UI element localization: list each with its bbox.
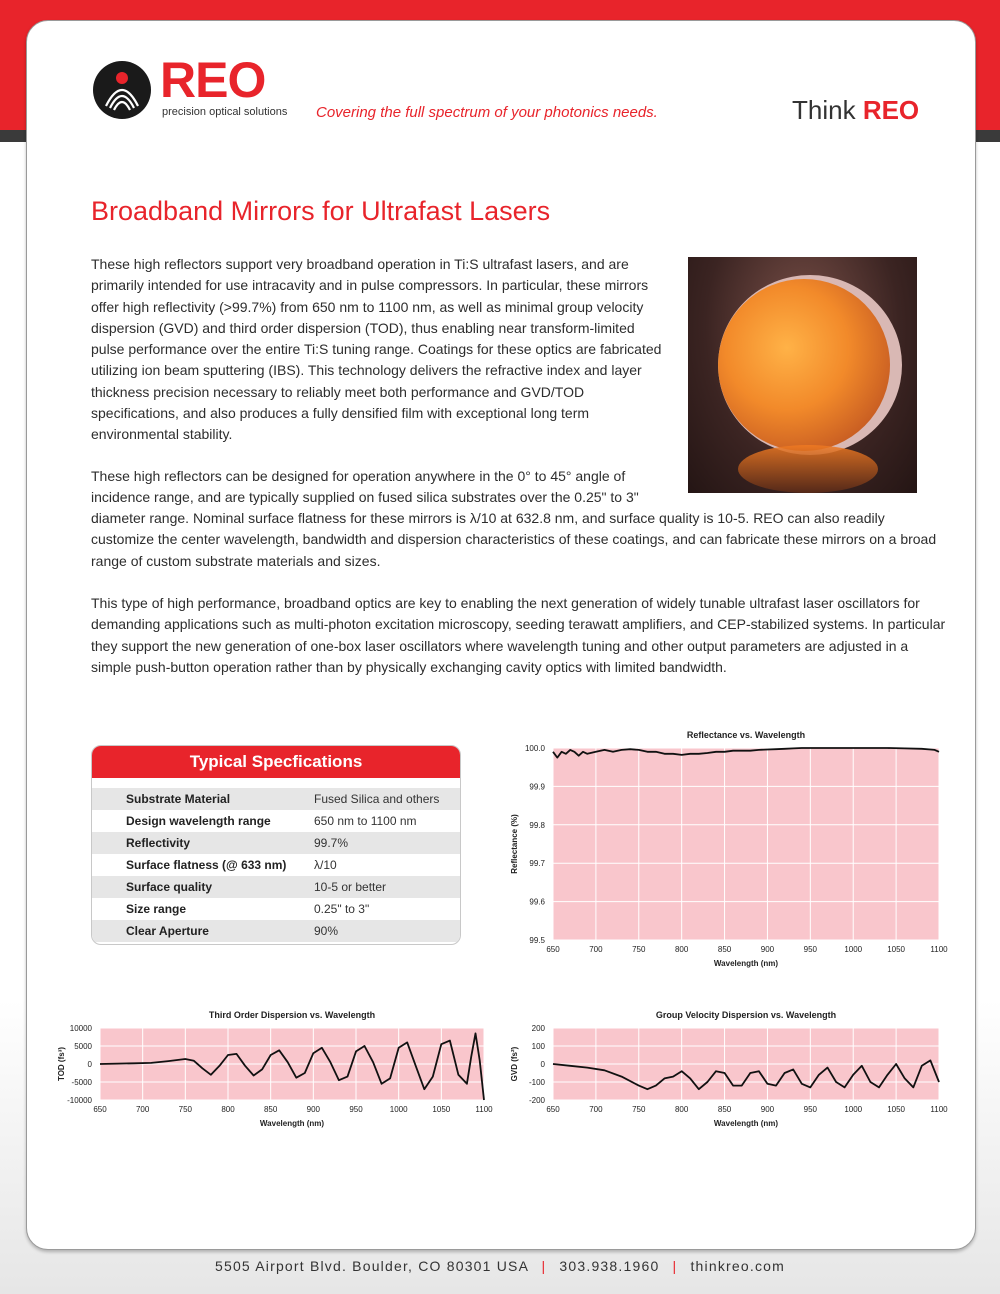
tod-chart [52, 1002, 502, 1142]
x-tick-label: 750 [632, 1105, 646, 1114]
paragraph-angle: These high reflectors can be designed for operation anywhere in the 0° to 45° angle of incidence range, and are typically supplied on fused silica substrates over the 0.25" to 3" [91, 468, 639, 506]
spec-row [92, 920, 460, 942]
x-tick-label: 1050 [887, 945, 906, 954]
y-tick-label: 100 [531, 1042, 545, 1051]
footer-separator: | [541, 1258, 547, 1274]
chart-title: Third Order Dispersion vs. Wavelength [208, 1010, 376, 1020]
x-tick-label: 650 [546, 945, 560, 954]
y-tick-label: -100 [528, 1078, 545, 1087]
x-tick-label: 950 [803, 945, 818, 954]
y-tick-label: 0 [87, 1060, 92, 1069]
footer-web: thinkreo.com [690, 1258, 786, 1274]
y-tick-label: 99.6 [529, 897, 545, 907]
plot-area [553, 748, 939, 940]
y-tick-label: 99.5 [529, 936, 545, 945]
spec-row [92, 876, 460, 898]
x-tick-label: 1000 [844, 1105, 863, 1114]
y-tick-label: 10000 [69, 1024, 92, 1033]
spec-value: 0.25" to 3" [314, 902, 370, 916]
mirror-photo [688, 257, 917, 493]
x-tick-label: 1050 [432, 1105, 451, 1114]
x-axis-label: Wavelength (nm) [259, 1119, 325, 1128]
x-tick-label: 700 [589, 1105, 603, 1114]
y-tick-label: 99.9 [529, 782, 545, 792]
x-tick-label: 800 [674, 1105, 689, 1114]
spec-value: Fused Silica and others [314, 792, 440, 806]
y-tick-label: -10000 [67, 1096, 92, 1105]
x-tick-label: 1100 [930, 1105, 948, 1114]
x-tick-label: 850 [263, 1105, 278, 1114]
y-tick-label: 0 [540, 1060, 545, 1069]
reo-logo-icon [92, 60, 152, 120]
spec-row [92, 854, 460, 876]
y-tick-label: 200 [531, 1024, 545, 1033]
x-tick-label: 1100 [930, 945, 948, 954]
spec-label: Clear Aperture [126, 924, 209, 938]
spec-row [92, 810, 460, 832]
mirror-illustration [688, 257, 917, 493]
x-tick-label: 800 [221, 1105, 235, 1114]
spec-label: Substrate Material [126, 792, 231, 806]
footer [0, 1258, 1000, 1274]
x-axis-label: Wavelength (nm) [713, 959, 779, 968]
x-tick-label: 1000 [389, 1105, 408, 1114]
spec-row [92, 788, 460, 810]
footer-address: 5505 Airport Blvd. Boulder, CO 80301 USA [214, 1258, 529, 1274]
think-prefix: Think [792, 95, 856, 125]
x-tick-label: 950 [803, 1105, 818, 1114]
chart-title: Group Velocity Dispersion vs. Wavelength [655, 1010, 837, 1020]
x-axis-label: Wavelength (nm) [713, 1119, 779, 1128]
footer-phone: 303.938.1960 [559, 1258, 660, 1274]
spec-value: 90% [314, 924, 339, 938]
specs-spacer [92, 778, 460, 788]
x-tick-label: 950 [349, 1105, 363, 1114]
spec-value: 10-5 or better [314, 880, 387, 894]
think-reo [792, 95, 919, 126]
x-tick-label: 900 [760, 945, 775, 954]
logo-text: REO [160, 52, 266, 108]
think-brand: REO [862, 95, 920, 125]
y-tick-label: 100.0 [524, 744, 545, 753]
spec-label: Surface quality [126, 880, 213, 894]
spec-row [92, 832, 460, 854]
spec-label: Reflectivity [126, 836, 191, 850]
y-axis-label: Reflectance (%) [510, 814, 519, 874]
paragraph-flatness: diameter range. Nominal surface flatness for these mirrors is λ/10 at 632.8 nm, and surface quality is 10-5. REO can also readily customize the center wavelength, bandwidth and dispersion characteristics of these coatings, and can fabricate these mirrors on a broad range of custom substrate materials and sizes. [91, 510, 937, 569]
x-tick-label: 1050 [887, 1105, 906, 1114]
x-tick-label: 1100 [475, 1105, 493, 1114]
logo-subtitle: precision optical solutions [162, 106, 288, 118]
x-tick-label: 1000 [844, 945, 863, 954]
page-title: Broadband Mirrors for Ultrafast Lasers [91, 196, 551, 226]
paragraph-intro: These high reflectors support very broadband operation in Ti:S ultrafast lasers, and are primarily intended for use intracavity and in pulse compressors. In particular, these mirrors offer high reflectivity (>99.7%) from 650 nm to 1100 nm, as well as minimal group velocity dispersion (GVD) and third order dispersion (TOD), thus enabling near transform-limited pulse performance over the entire Ti:S tuning range. Coatings for these optics are fabricated utilizing ion beam sputtering (IBS). This technology delivers the refractive index and layer thickness precision necessary to reliably meet both performance and GVD/TOD specifications, and also produces a fully densified film with exceptional long term environmental stability. [91, 256, 662, 443]
specs-table [91, 745, 461, 945]
y-axis-label: TOD (fs³) [57, 1046, 66, 1082]
spec-value: 650 nm to 1100 nm [314, 814, 417, 828]
footer-separator: | [672, 1258, 678, 1274]
spec-label: Size range [126, 902, 187, 916]
y-tick-label: 99.8 [529, 820, 545, 830]
x-tick-label: 900 [306, 1105, 321, 1114]
x-tick-label: 700 [589, 945, 603, 954]
x-tick-label: 850 [717, 945, 732, 954]
x-tick-label: 750 [632, 945, 646, 954]
spec-row [92, 898, 460, 920]
y-axis-label: GVD (fs²) [510, 1046, 519, 1082]
x-tick-label: 650 [93, 1105, 107, 1114]
x-tick-label: 650 [546, 1105, 560, 1114]
spec-label: Design wavelength range [126, 814, 271, 828]
y-tick-label: 99.7 [529, 859, 545, 869]
spec-label: Surface flatness (@ 633 nm) [126, 858, 287, 872]
x-tick-label: 850 [717, 1105, 732, 1114]
x-tick-label: 750 [178, 1105, 193, 1114]
gvd-chart [505, 1000, 955, 1140]
paragraph-applications: This type of high performance, broadband optics are key to enabling the next generation of widely tunable ultrafast laser oscillators for demanding applications such as multi-photon excitation microscopy, seeding terawatt amplifiers, and CEP-stabilized systems. In particular they support the new generation of one-box laser oscillators where wavelength tuning and other output parameters are adjusted in a simple push-button operation rather than by physically exchanging cavity optics with limited bandwidth. [91, 595, 946, 675]
y-tick-label: -5000 [71, 1078, 92, 1087]
spec-value: 99.7% [314, 836, 349, 850]
y-tick-label: -200 [528, 1096, 545, 1105]
spec-value: λ/10 [314, 858, 337, 872]
y-tick-label: 5000 [74, 1042, 92, 1051]
tagline: Covering the full spectrum of your photonics needs. [316, 104, 658, 121]
x-tick-label: 700 [135, 1105, 150, 1114]
x-tick-label: 800 [674, 945, 689, 954]
reflectance-chart [505, 724, 955, 974]
x-tick-label: 900 [760, 1105, 775, 1114]
chart-title: Reflectance vs. Wavelength [686, 730, 806, 740]
specs-heading: Typical Specfications [92, 746, 460, 778]
